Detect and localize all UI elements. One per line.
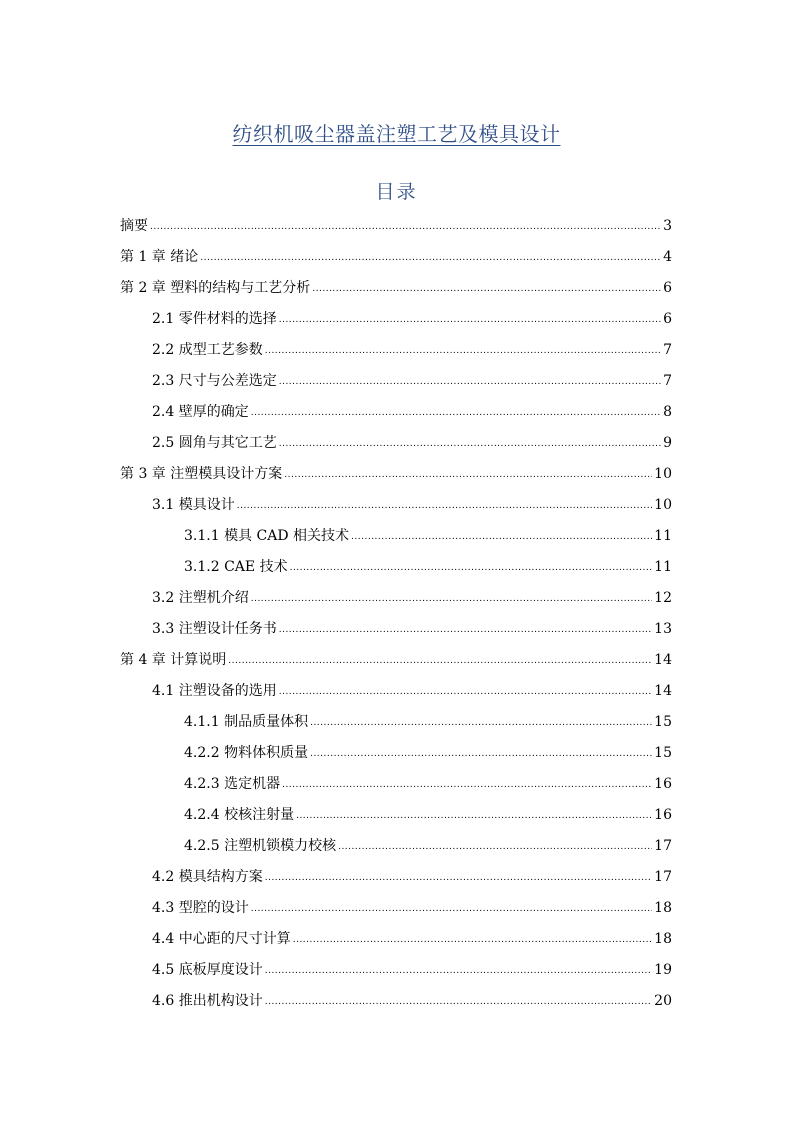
toc-entry-page: 20 <box>654 993 672 1009</box>
toc-leader-dots <box>310 708 652 739</box>
toc-entry-label: 4.5 底板厚度设计 <box>152 962 263 978</box>
toc-entry-label: 4.2 模具结构方案 <box>152 869 263 885</box>
toc-entry[interactable] <box>120 211 672 242</box>
toc-leader-dots <box>279 305 661 336</box>
toc-entry-label: 第 2 章 塑料的结构与工艺分析 <box>120 280 311 296</box>
toc-entry-page: 16 <box>654 776 672 792</box>
toc-entry[interactable] <box>120 800 672 831</box>
toc-entry[interactable] <box>120 304 672 335</box>
toc-leader-dots <box>265 956 652 987</box>
toc-entry[interactable] <box>120 955 672 986</box>
table-of-contents <box>120 211 672 1017</box>
toc-entry-label: 4.2.4 校核注射量 <box>184 807 295 823</box>
toc-entry-page: 13 <box>654 621 672 637</box>
toc-entry-page: 14 <box>654 652 672 668</box>
toc-entry-label: 3.3 注塑设计任务书 <box>152 621 277 637</box>
toc-leader-dots <box>279 615 652 646</box>
toc-leader-dots <box>312 274 661 305</box>
toc-entry-label: 2.1 零件材料的选择 <box>152 311 277 327</box>
toc-entry-page: 18 <box>654 900 672 916</box>
toc-entry-label: 4.2.3 选定机器 <box>184 776 281 792</box>
toc-leader-dots <box>265 336 661 367</box>
toc-entry[interactable] <box>120 614 672 645</box>
toc-entry-page: 8 <box>663 404 672 420</box>
toc-entry[interactable] <box>120 707 672 738</box>
toc-leader-dots <box>351 522 652 553</box>
toc-entry-page: 4 <box>663 249 672 265</box>
toc-entry[interactable] <box>120 924 672 955</box>
toc-entry-page: 11 <box>654 559 672 575</box>
toc-entry-label: 2.2 成型工艺参数 <box>152 342 263 358</box>
toc-entry-page: 11 <box>654 528 672 544</box>
toc-leader-dots <box>310 739 652 770</box>
toc-entry-label: 3.2 注塑机介绍 <box>152 590 249 606</box>
toc-entry-page: 18 <box>654 931 672 947</box>
toc-entry-label: 4.1 注塑设备的选用 <box>152 683 277 699</box>
toc-leader-dots <box>265 987 652 1018</box>
toc-entry-label: 3.1.1 模具 CAD 相关技术 <box>184 528 350 544</box>
toc-leader-dots <box>251 398 661 429</box>
toc-entry[interactable] <box>120 459 672 490</box>
toc-entry-page: 19 <box>654 962 672 978</box>
toc-entry[interactable] <box>120 273 672 304</box>
toc-entry-page: 3 <box>663 218 672 234</box>
toc-entry[interactable] <box>120 769 672 800</box>
toc-entry[interactable] <box>120 583 672 614</box>
toc-entry[interactable] <box>120 521 672 552</box>
toc-leader-dots <box>279 367 661 398</box>
toc-entry-label: 2.3 尺寸与公差选定 <box>152 373 277 389</box>
toc-entry-page: 15 <box>654 745 672 761</box>
toc-entry-label: 第 1 章 绪论 <box>120 249 199 265</box>
toc-leader-dots <box>279 429 661 460</box>
toc-entry-page: 14 <box>654 683 672 699</box>
toc-entry-label: 3.1 模具设计 <box>152 497 235 513</box>
toc-leader-dots <box>293 925 652 956</box>
toc-entry[interactable] <box>120 366 672 397</box>
toc-entry[interactable] <box>120 397 672 428</box>
toc-leader-dots <box>237 491 652 522</box>
document-title-text: 纺织机吸尘器盖注塑工艺及模具设计 <box>232 122 561 146</box>
toc-leader-dots <box>279 677 652 708</box>
toc-entry[interactable] <box>120 831 672 862</box>
toc-entry-label: 4.2.5 注塑机锁模力校核 <box>184 838 337 854</box>
toc-entry[interactable] <box>120 986 672 1017</box>
toc-leader-dots <box>338 832 652 863</box>
toc-entry-page: 10 <box>654 466 672 482</box>
toc-leader-dots <box>251 584 652 615</box>
toc-entry[interactable] <box>120 645 672 676</box>
toc-entry[interactable] <box>120 335 672 366</box>
toc-entry[interactable] <box>120 242 672 273</box>
toc-entry-label: 摘要 <box>120 218 148 234</box>
toc-entry[interactable] <box>120 552 672 583</box>
toc-leader-dots <box>265 863 652 894</box>
toc-entry[interactable] <box>120 738 672 769</box>
toc-leader-dots <box>150 212 661 243</box>
toc-entry-page: 7 <box>663 342 672 358</box>
toc-entry[interactable] <box>120 676 672 707</box>
toc-entry[interactable] <box>120 893 672 924</box>
toc-entry-label: 4.3 型腔的设计 <box>152 900 249 916</box>
toc-entry-page: 9 <box>663 435 672 451</box>
toc-entry[interactable] <box>120 862 672 893</box>
toc-entry-page: 10 <box>654 497 672 513</box>
toc-entry[interactable] <box>120 428 672 459</box>
toc-entry-page: 6 <box>663 311 672 327</box>
toc-entry-page: 6 <box>663 280 672 296</box>
toc-entry-label: 4.6 推出机构设计 <box>152 993 263 1009</box>
toc-leader-dots <box>290 553 653 584</box>
toc-entry-label: 2.4 壁厚的确定 <box>152 404 249 420</box>
toc-heading: 目录 <box>375 181 418 203</box>
toc-entry-label: 4.4 中心距的尺寸计算 <box>152 931 291 947</box>
document-title <box>0 118 793 147</box>
toc-leader-dots <box>228 646 652 677</box>
toc-entry-page: 16 <box>654 807 672 823</box>
toc-entry-page: 15 <box>654 714 672 730</box>
toc-entry-page: 17 <box>654 869 672 885</box>
toc-entry-label: 4.1.1 制品质量体积 <box>184 714 309 730</box>
toc-entry-page: 17 <box>654 838 672 854</box>
toc-entry-label: 第 3 章 注塑模具设计方案 <box>120 466 283 482</box>
toc-leader-dots <box>282 770 652 801</box>
toc-entry-label: 4.2.2 物料体积质量 <box>184 745 309 761</box>
toc-entry-page: 12 <box>654 590 672 606</box>
toc-leader-dots <box>284 460 652 491</box>
toc-entry-label: 3.1.2 CAE 技术 <box>184 559 288 575</box>
toc-entry-label: 第 4 章 计算说明 <box>120 652 227 668</box>
toc-leader-dots <box>296 801 652 832</box>
toc-leader-dots <box>200 243 661 274</box>
toc-leader-dots <box>251 894 652 925</box>
toc-entry[interactable] <box>120 490 672 521</box>
toc-entry-label: 2.5 圆角与其它工艺 <box>152 435 277 451</box>
toc-entry-page: 7 <box>663 373 672 389</box>
